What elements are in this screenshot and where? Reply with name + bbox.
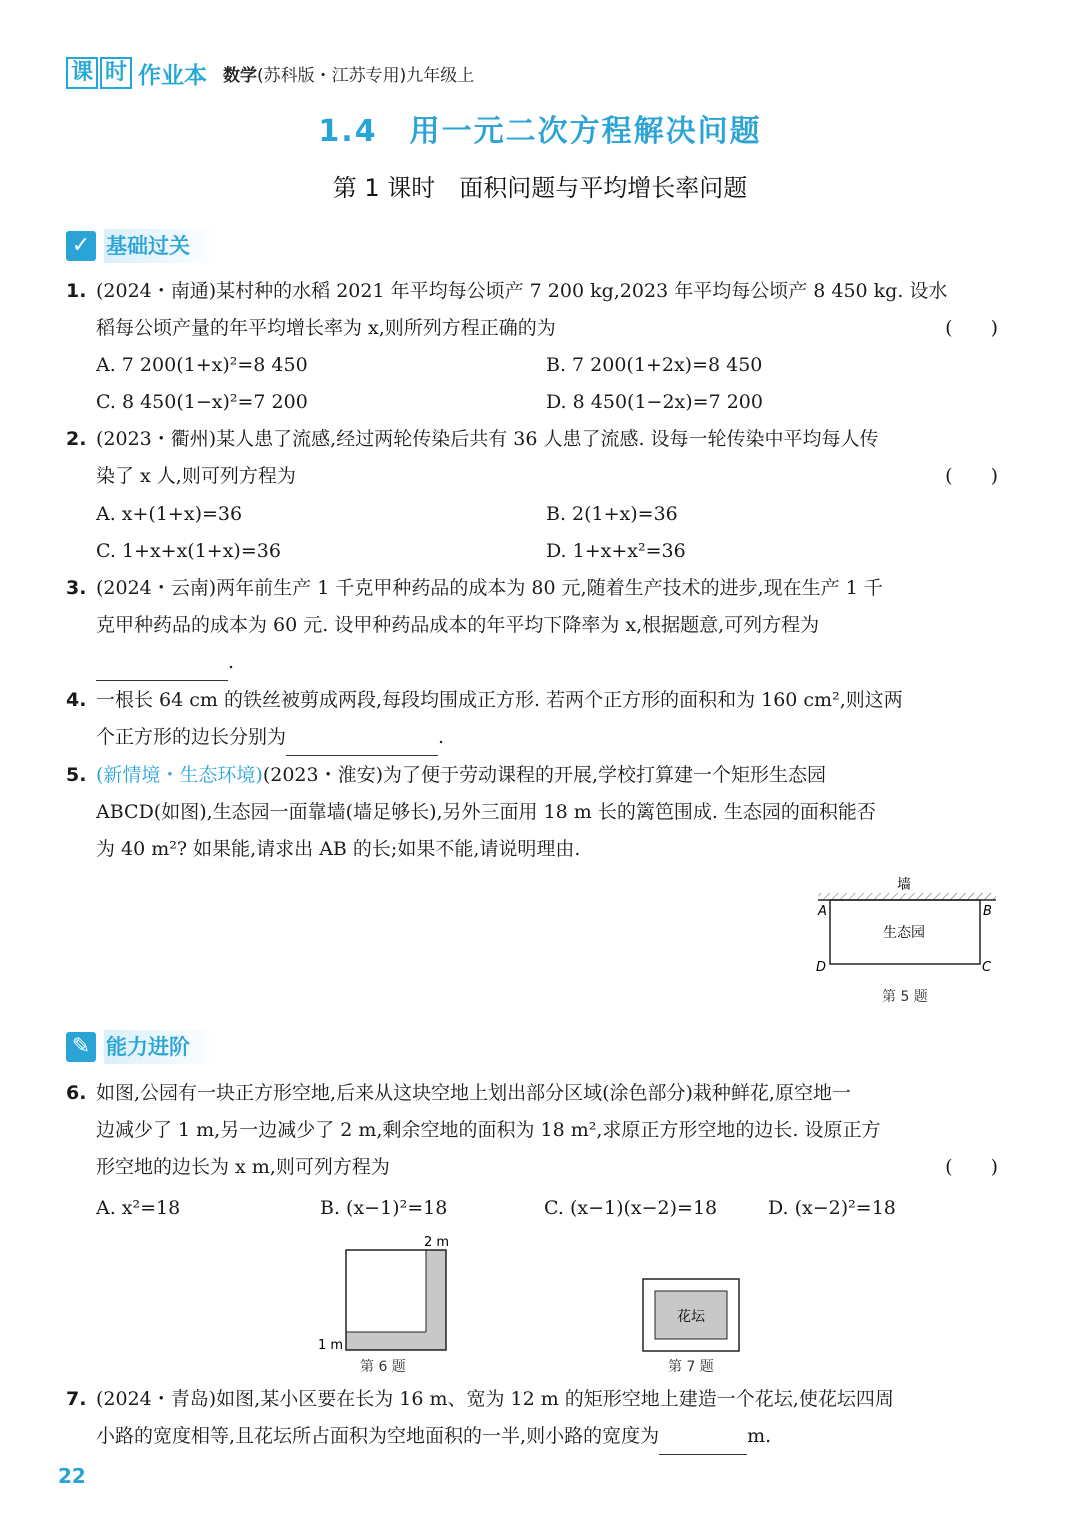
lesson-subtitle: 第 1 课时 面积问题与平均增长率问题: [332, 174, 748, 202]
question-number: 5.: [66, 764, 87, 786]
punct: .: [438, 726, 445, 748]
option-b: B. 7 200(1+2x)=8 450: [546, 354, 763, 376]
logo: [66, 57, 134, 89]
question-number: 7.: [66, 1388, 87, 1410]
unit: m.: [747, 1425, 772, 1447]
figure-7: [640, 1276, 744, 1354]
figure-7-caption: 第 7 题: [668, 1359, 714, 1375]
answer-paren: ( ): [945, 465, 998, 487]
question-line: 小路的宽度相等,且花坛所占面积为空地面积的一半,则小路的宽度为: [96, 1425, 660, 1447]
question-line: 个正方形的边长分别为: [96, 726, 287, 748]
header: [66, 56, 474, 90]
answer-paren: ( ): [945, 1156, 998, 1178]
section-advanced: [66, 1029, 220, 1065]
section-basic: [66, 228, 220, 264]
question-line: 稻每公顷产量的年平均增长率为 x,则所列方程正确的为: [96, 317, 556, 339]
question-line: (2024・青岛)如图,某小区要在长为 16 m、宽为 12 m 的矩形空地上建造一个花坛,使花坛四周: [96, 1388, 894, 1410]
option-c: C. (x−1)(x−2)=18: [544, 1197, 718, 1219]
garden-label: 生态园: [883, 925, 925, 941]
question-number: 1.: [66, 280, 87, 302]
answer-blank[interactable]: [286, 732, 438, 756]
question-2: [66, 421, 998, 495]
option-d: D. 1+x+x²=36: [546, 540, 686, 562]
section-label: 能力进阶: [104, 1030, 220, 1064]
punct: .: [228, 651, 235, 673]
option-a: A. x+(1+x)=36: [96, 503, 243, 525]
option-b: B. 2(1+x)=36: [546, 503, 678, 525]
logo-char-1: 课: [66, 57, 98, 89]
question-4: [66, 682, 998, 756]
question-line: 一根长 64 cm 的铁丝被剪成两段,每段均围成正方形. 若两个正方形的面积和为 160 cm²,则这两: [96, 689, 903, 711]
vertex-a: A: [818, 904, 827, 919]
answer-paren: ( ): [945, 317, 998, 339]
question-line: 为 40 m²? 如果能,请求出 AB 的长;如果不能,请说明理由.: [96, 838, 581, 860]
vertex-b: B: [983, 904, 992, 919]
page-number: 22: [58, 1464, 86, 1488]
question-7: [66, 1381, 998, 1455]
book-info: [223, 61, 474, 86]
logo-char-2: 时: [100, 57, 132, 89]
wall-label: 墙: [897, 877, 911, 893]
flowerbed-label: 花坛: [677, 1309, 705, 1325]
edition: (苏科版・江苏专用)九年级上: [257, 65, 475, 86]
lesson-title: 1.4 用一元二次方程解决问题: [318, 114, 762, 149]
question-line: (2024・南通)某村种的水稻 2021 年平均每公顷产 7 200 kg,2023 年平均每公顷产 8 450 kg. 设水: [96, 280, 948, 302]
question-line: ABCD(如图),生态园一面靠墙(墙足够长),另外三面用 18 m 长的篱笆围成. 生态园的面积能否: [96, 801, 876, 823]
subject: 数学: [223, 65, 257, 86]
option-a: A. 7 200(1+x)²=8 450: [96, 354, 308, 376]
question-6: [66, 1075, 998, 1186]
answer-blank[interactable]: [96, 657, 228, 681]
option-a: A. x²=18: [96, 1197, 181, 1219]
question-1: [66, 273, 998, 347]
question-number: 4.: [66, 689, 87, 711]
question-5: [66, 757, 998, 868]
question-line: 边减少了 1 m,另一边减少了 2 m,剩余空地的面积为 18 m²,求原正方形空地的边长. 设原正方: [96, 1119, 881, 1141]
vertex-d: D: [816, 960, 827, 972]
context-tag: (新情境・生态环境): [96, 764, 263, 786]
pencil-icon: ✎: [66, 1032, 96, 1062]
option-d: D. (x−2)²=18: [768, 1197, 896, 1219]
wall-hatch: [818, 893, 996, 900]
shaded-strip-bottom: [346, 1332, 446, 1350]
question-number: 3.: [66, 577, 87, 599]
question-line: 如图,公园有一块正方形空地,后来从这块空地上划出部分区域(涂色部分)栽种鲜花,原空地一: [96, 1082, 851, 1104]
question-3: [66, 570, 998, 681]
figure-5: [808, 872, 1008, 972]
question-line: (2023・衢州)某人患了流感,经过两轮传染后共有 36 人患了流感. 设每一轮传染中平均每人传: [96, 428, 879, 450]
question-line: (2023・淮安)为了便于劳动课程的开展,学校打算建一个矩形生态园: [262, 764, 827, 786]
vertex-c: C: [982, 960, 992, 972]
question-line: 克甲种药品的成本为 60 元. 设甲种药品成本的年平均下降率为 x,根据题意,可列方程为: [96, 614, 820, 636]
question-line: 形空地的边长为 x m,则可列方程为: [96, 1156, 390, 1178]
checkbox-icon: ✓: [66, 231, 96, 261]
figure-6-caption: 第 6 题: [360, 1359, 406, 1375]
answer-blank[interactable]: [659, 1431, 747, 1455]
option-c: C. 1+x+x(1+x)=36: [96, 540, 281, 562]
option-b: B. (x−1)²=18: [320, 1197, 448, 1219]
question-number: 6.: [66, 1082, 87, 1104]
section-label: 基础过关: [104, 229, 220, 263]
question-line: (2024・云南)两年前生产 1 千克甲种药品的成本为 80 元,随着生产技术的进步,现在生产 1 千: [96, 577, 883, 599]
option-d: D. 8 450(1−2x)=7 200: [546, 391, 763, 413]
figure-6: [312, 1232, 462, 1356]
logo-text: 作业本: [138, 62, 207, 89]
question-line: 染了 x 人,则可列方程为: [96, 465, 296, 487]
figure-5-caption: 第 5 题: [882, 989, 928, 1005]
option-c: C. 8 450(1−x)²=7 200: [96, 391, 308, 413]
label-2m: 2 m: [424, 1235, 450, 1250]
label-1m: 1 m: [318, 1338, 344, 1353]
question-number: 2.: [66, 428, 87, 450]
